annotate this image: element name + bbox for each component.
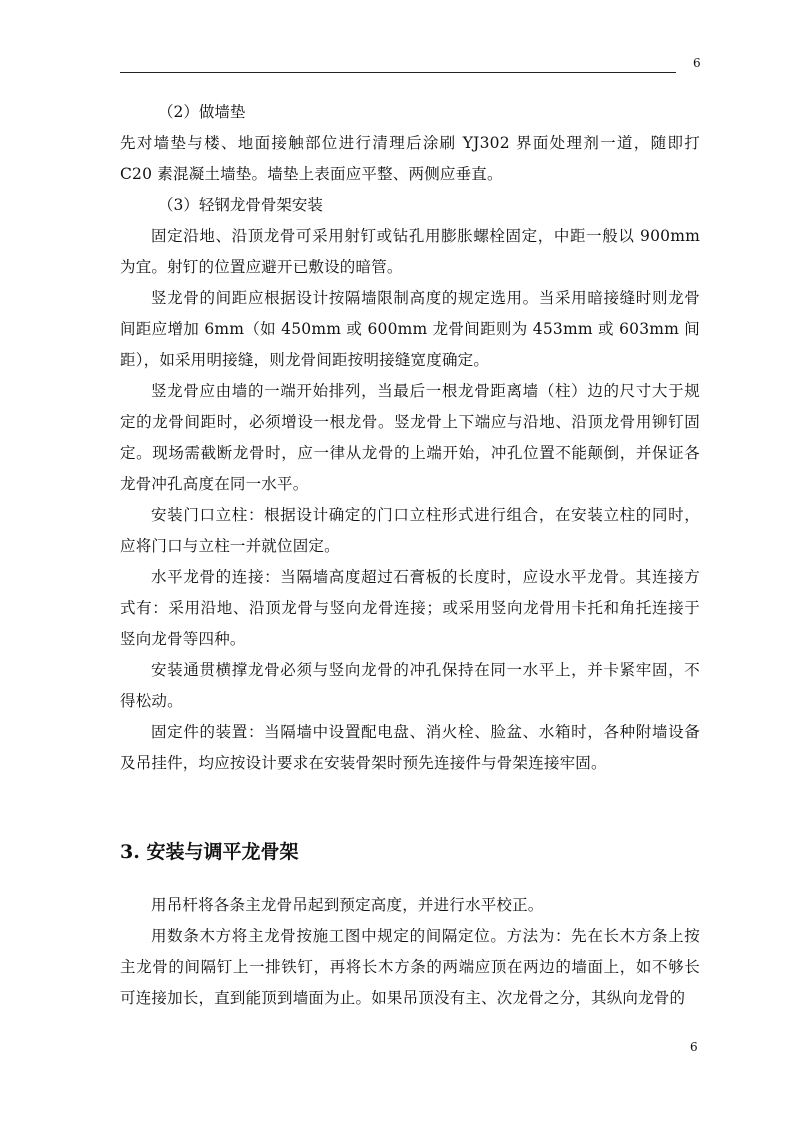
header-page-number: 6 [693,56,701,70]
header-rule [120,72,676,73]
subheading-steel-keel-install: （3）轻钢龙骨骨架安装 [158,196,323,214]
body-section-a [120,97,700,779]
body-section-3 [120,890,700,1014]
paragraph-door-post: 安装门口立柱：根据设计确定的门口立柱形式进行组合，在安装立柱的同时，应将门口与立柱一并就位固定。 [120,506,700,555]
footer-page-number: 6 [690,1040,698,1054]
subheading-make-wall-pad: （2）做墙垫 [158,103,246,121]
paragraph-wall-pad: 先对墙垫与楼、地面接触部位进行清理后涂刷 YJ302 界面处理剂一道，随即打 C20 素混凝土墙垫。墙垫上表面应平整、两侧应垂直。 [120,134,700,183]
paragraph-fix-keel: 固定沿地、沿顶龙骨可采用射钉或钻孔用膨胀螺栓固定，中距一般以 900mm 为宜。射钉的位置应避开已敷设的暗管。 [120,227,700,276]
section-title: 3. 安装与调平龙骨架 [120,841,299,863]
paragraph-cross-brace: 安装通贯横撑龙骨必须与竖向龙骨的冲孔保持在同一水平上，并卡紧牢固，不得松动。 [120,661,700,710]
paragraph-keel-spacing: 竖龙骨的间距应根据设计按隔墙限制高度的规定选用。当采用暗接缝时则龙骨间距应增加 6mm（如 450mm 或 600mm 龙骨间距则为 453mm 或 603mm 间距），如采用明接缝，则龙骨间距按明接缝宽度确定。 [120,289,700,369]
paragraph-vertical-keel: 竖龙骨应由墙的一端开始排列，当最后一根龙骨距离墙（柱）边的尺寸大于规定的龙骨间距时，必须增设一根龙骨。竖龙骨上下端应与沿地、沿顶龙骨用铆钉固定。现场需截断龙骨时，应一律从龙骨的上端开始，冲孔位置不能颠倒，并保证各龙骨冲孔高度在同一水平。 [120,382,700,493]
paragraph-fixtures: 固定件的装置：当隔墙中设置配电盘、消火栓、脸盆、水箱时，各种附墙设备及吊挂件，均应按设计要求在安装骨架时预先连接件与骨架连接牢固。 [120,723,700,772]
paragraph-position-keel: 用数条木方将主龙骨按施工图中规定的间隔定位。方法为：先在长木方条上按主龙骨的间隔钉上一排铁钉，再将长木方条的两端应顶在两边的墙面上，如不够长可连接加长，直到能顶到墙面为止。如果吊顶没有主、次龙骨之分，其纵向龙骨的 [120,927,700,1007]
paragraph-lift-keel: 用吊杆将各条主龙骨吊起到预定高度，并进行水平校正。 [151,896,544,914]
paragraph-horizontal-keel: 水平龙骨的连接：当隔墙高度超过石膏板的长度时，应设水平龙骨。其连接方式有：采用沿地、沿顶龙骨与竖向龙骨连接；或采用竖向龙骨用卡托和角托连接于竖向龙骨等四种。 [120,568,700,648]
